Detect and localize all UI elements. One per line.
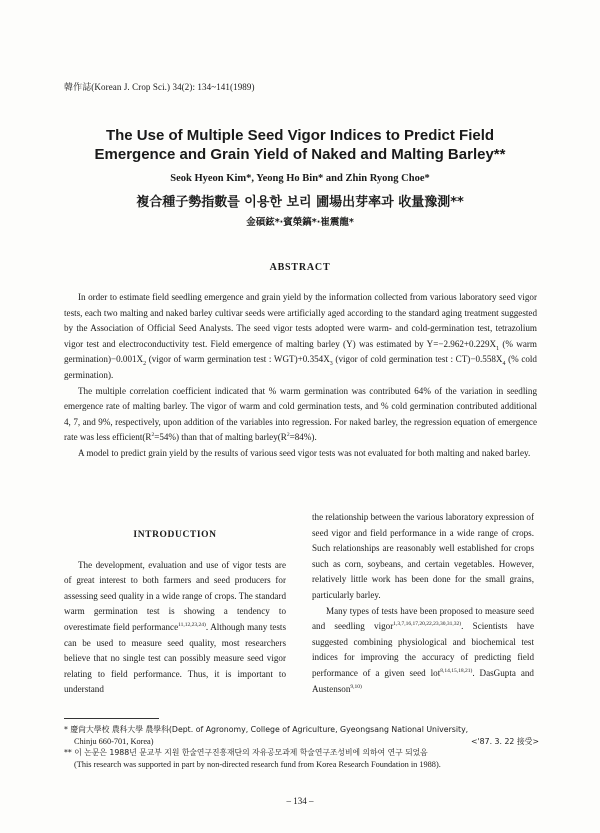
abstract-text: The multiple correlation coefficient indicated that % warm germination was contributed 64% of the variation in seedling emergence rate of malting barley. The vigor of warm and cold germination tests, and % cold germination contributed additional 4, 7, and 9%, respectively, upon addition of the variables into regression. For naked barley, the regression equation of emergence rate was less efficient(R [64, 385, 537, 443]
abstract-paragraph-3: A model to predict grain yield by the results of various seed vigor tests was not evaluated for both malting and naked barley. [78, 447, 531, 458]
reference-mark: 11,12,23,24) [178, 621, 206, 628]
left-column [64, 510, 286, 698]
reference-mark: 8,14,15,18,21) [440, 667, 473, 674]
body-text: . DasGupta and Austenson [312, 667, 534, 694]
title-block [40, 126, 560, 229]
korean-authors: 金碩鉉*·賓榮鎬*·崔震龍* [246, 217, 354, 228]
received-date: <'87. 3. 22 接受> [471, 736, 539, 746]
body-text: . Scientists have suggested combining physiological and biochemical test indices for improving the accuracy of predicting field performance of a given seed lot [312, 621, 534, 678]
journal-citation: 韓作誌(Korean J. Crop Sci.) 34(2): 134~141(1989) [64, 82, 255, 92]
subscript: 4 [502, 361, 506, 368]
abstract-text: =84%). [289, 432, 317, 443]
abstract-heading: ABSTRACT [269, 262, 331, 273]
footnotes [64, 724, 539, 770]
abstract-text: (% cold germination). [64, 354, 537, 380]
korean-title: 複合種子勢指數를 이용한 보리 圃場出芽率과 收量豫測** [136, 195, 464, 210]
footnote-1-line-2 [64, 736, 539, 748]
abstract-text: (vigor of cold germination test : CT)−0.558X [332, 354, 503, 365]
abstract-paragraph-2 [64, 384, 537, 446]
title-line-2: Emergence and Grain Yield of Naked and Malting Barley** [94, 146, 506, 163]
footnote-rule [64, 718, 159, 719]
abstract-paragraph-1 [64, 290, 537, 384]
body-text: The development, evaluation and use of vigor tests are of great interest to both farmers and seed producers for assessing seed quality in a wide range of crops. The standard warm germination test is showing a tendency to overestimate field performance [64, 559, 286, 632]
footnote-1-line-1: * 慶尙大學校 農科大學 農學科(Dept. of Agronomy, College of Agriculture, Gyeongsang National University, [64, 725, 469, 734]
abstract-text: (% warm germination)−0.001X [64, 338, 537, 365]
footnote-affiliation-address: Chinju 660-701, Korea) [74, 736, 154, 746]
superscript: 2 [151, 432, 155, 439]
right-column [312, 510, 534, 697]
subscript: 1 [496, 345, 500, 352]
abstract-body [64, 290, 537, 462]
reference-mark: 9,10) [350, 683, 362, 690]
page-number: – 134 – [286, 796, 314, 806]
abstract-text: (vigor of warm germination test : WGT)+0.354X [146, 354, 330, 365]
intro-paragraph-2: the relationship between the various laboratory expression of seed vigor and field performance in a wide range of crops. Such relationships are reasonably well established for crops such as corn, soybeans, and certain vegetables. However, relatively little work has been done for the small grains, particularly barley. [312, 512, 534, 600]
authors: Seok Hyeon Kim*, Yeong Ho Bin* and Zhin Ryong Choe* [170, 173, 430, 184]
subscript: 2 [143, 361, 147, 368]
intro-paragraph-3 [312, 604, 534, 698]
abstract-text: =54%) than that of malting barley(R [154, 432, 287, 443]
body-text: . Although many tests can be used to measure seed quality, most researchers believe that no single test can possibly measure seed vigor relating to field performance. Thus, it is important to understand [64, 621, 286, 695]
title-line-1: The Use of Multiple Seed Vigor Indices to Predict Field [105, 127, 495, 144]
footnote-2-line-1: ** 이 논문은 1988년 문교부 지원 한술연구진흥재단의 자유공모과제 학술연구조성비에 의하여 연구 되었음 [64, 748, 428, 757]
paper-title [40, 126, 560, 164]
intro-paragraph-1 [64, 558, 286, 698]
footnote-2-line-2: (This research was supported in part by non-directed research fund from Korea Research Foundation in 1988). [74, 759, 441, 769]
reference-mark: 1,3,7,16,17,20,22,23,30,31,32) [393, 621, 462, 628]
introduction-heading: INTRODUCTION [133, 530, 217, 540]
body-text: Many types of tests have been proposed to measure seed and seedling vigor [312, 605, 534, 632]
abstract-text: In order to estimate field seedling emergence and grain yield by the information collected from various laboratory seed vigor tests, each two malting and naked barley cultivar seeds were artificially aged according to the standard aging treatment suggested by the Association of Official Seed Analysts. The seed vigor tests adopted were warm- and cold-germination test, tetrazolium vigor test and electroconductivity test. Field emergence of malting barley (Y) was estimated by Y=−2.962+0.229X [64, 292, 537, 349]
subscript: 3 [329, 361, 333, 368]
superscript: 2 [286, 432, 290, 439]
